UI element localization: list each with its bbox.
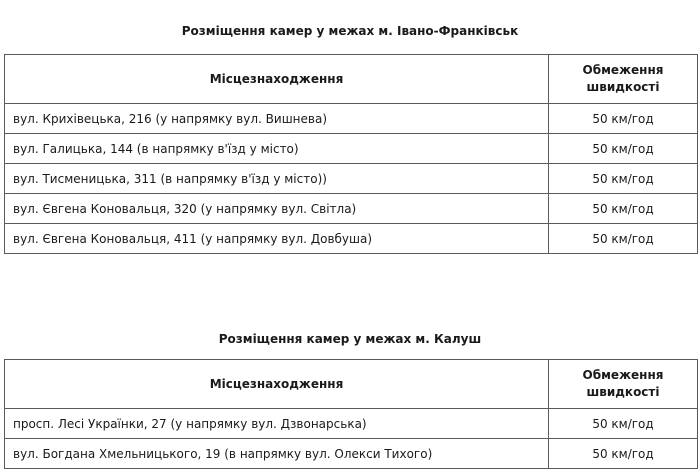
speed-limit-cell: 50 км/год (549, 224, 698, 254)
speed-limit-cell: 50 км/год (549, 194, 698, 224)
camera-table (4, 359, 698, 469)
section-title: Розміщення камер у межах м. Івано-Франківськ (181, 24, 519, 38)
speed-limit-column-header: Обмеження швидкості (549, 55, 698, 104)
table-header-row (5, 55, 698, 104)
table-header-row (5, 360, 698, 409)
speed-limit-cell: 50 км/год (549, 134, 698, 164)
table-row (5, 439, 698, 469)
camera-table (4, 54, 698, 254)
table-row (5, 104, 698, 134)
location-cell: вул. Галицька, 144 (в напрямку в'їзд у місто) (5, 134, 549, 164)
table-row (5, 164, 698, 194)
location-cell: вул. Тисменицька, 311 (в напрямку в'їзд у місто)) (5, 164, 549, 194)
table-row (5, 134, 698, 164)
location-cell: вул. Євгена Коновальця, 320 (у напрямку вул. Світла) (5, 194, 549, 224)
location-cell: просп. Лесі Українки, 27 (у напрямку вул. Дзвонарська) (5, 409, 549, 439)
location-cell: вул. Крихівецька, 216 (у напрямку вул. Вишнева) (5, 104, 549, 134)
location-column-header: Місцезнаходження (5, 360, 549, 409)
speed-limit-cell: 50 км/год (549, 164, 698, 194)
speed-limit-cell: 50 км/год (549, 439, 698, 469)
speed-limit-column-header: Обмеження швидкості (549, 360, 698, 409)
speed-limit-cell: 50 км/год (549, 409, 698, 439)
location-cell: вул. Євгена Коновальця, 411 (у напрямку вул. Довбуша) (5, 224, 549, 254)
location-column-header: Місцезнаходження (5, 55, 549, 104)
table-row (5, 194, 698, 224)
location-cell: вул. Богдана Хмельницького, 19 (в напрямку вул. Олекси Тихого) (5, 439, 549, 469)
section-title: Розміщення камер у межах м. Калуш (218, 332, 482, 346)
speed-limit-cell: 50 км/год (549, 104, 698, 134)
table-row (5, 224, 698, 254)
table-row (5, 409, 698, 439)
